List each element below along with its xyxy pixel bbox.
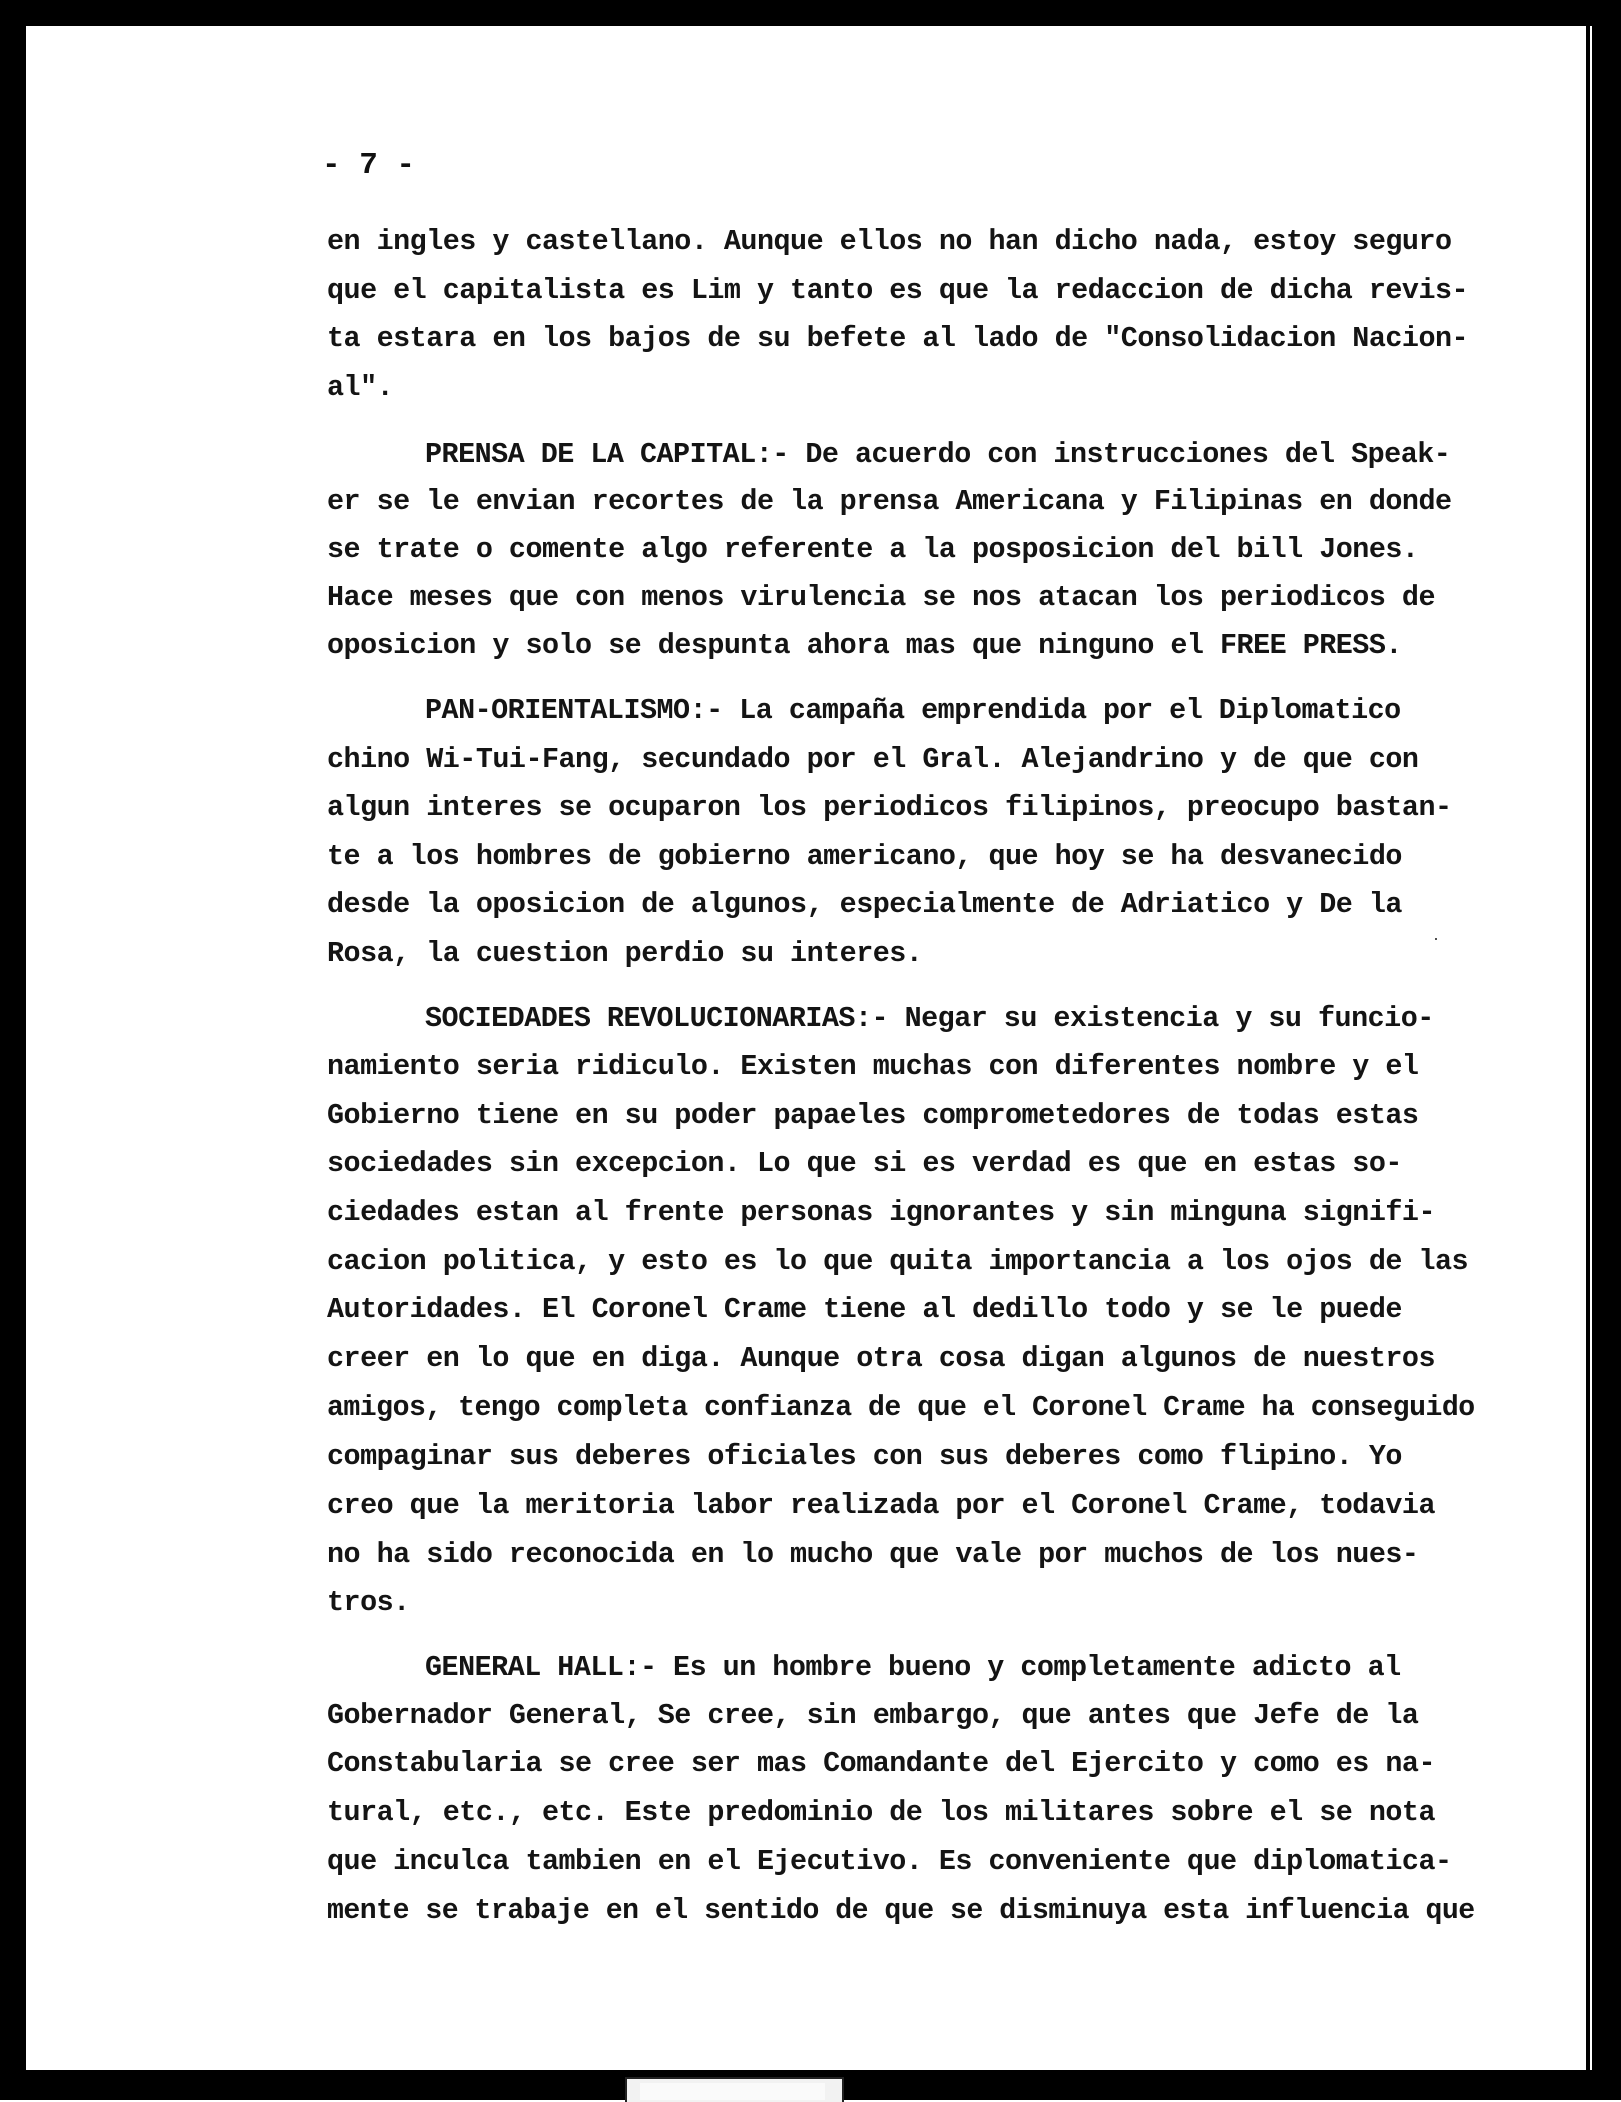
text-line: Autoridades. El Coronel Crame tiene al dedillo todo y se le puede — [327, 1293, 1402, 1326]
text-line: al". — [327, 371, 394, 404]
text-line: ta estara en los bajos de su befete al lado de "Consolidacion Nacion- — [327, 322, 1469, 355]
page-number: - 7 - — [322, 148, 416, 183]
section-heading-line: PRENSA DE LA CAPITAL:- De acuerdo con instrucciones del Speak- — [425, 438, 1451, 471]
text-line: Hace meses que con menos virulencia se nos atacan los periodicos de — [327, 581, 1435, 614]
scan-border-left — [0, 0, 26, 2100]
section-heading-line: PAN-ORIENTALISMO:- La campaña emprendida por el Diplomatico — [425, 694, 1401, 727]
text-line: algun interes se ocuparon los periodicos filipinos, preocupo bastan- — [327, 791, 1452, 824]
text-line: Constabularia se cree ser mas Comandante del Ejercito y como es na- — [327, 1747, 1435, 1780]
scan-border-top — [0, 0, 1621, 26]
text-line: creer en lo que en diga. Aunque otra cosa digan algunos de nuestros — [327, 1342, 1435, 1375]
text-line: compaginar sus deberes oficiales con sus deberes como flipino. Yo — [327, 1440, 1402, 1473]
text-line: tural, etc., etc. Este predominio de los militares sobre el se nota — [327, 1796, 1435, 1829]
text-line: Gobernador General, Se cree, sin embargo, que antes que Jefe de la — [327, 1699, 1419, 1732]
text-line: mente se trabaje en el sentido de que se disminuya esta influencia que — [327, 1894, 1475, 1927]
text-line: creo que la meritoria labor realizada por el Coronel Crame, todavia — [327, 1489, 1435, 1522]
text-line: Gobierno tiene en su poder papaeles comprometedores de todas estas — [327, 1099, 1419, 1132]
scan-border-right — [1592, 0, 1621, 2100]
text-line: se trate o comente algo referente a la posposicion del bill Jones. — [327, 533, 1419, 566]
text-line: desde la oposicion de algunos, especialmente de Adriatico y De la — [327, 888, 1402, 921]
scan-border-right-inner — [1586, 0, 1590, 2100]
text-line: que inculca tambien en el Ejecutivo. Es conveniente que diplomatica- — [327, 1845, 1452, 1878]
text-line: amigos, tengo completa confianza de que el Coronel Crame ha conseguido — [327, 1391, 1475, 1424]
text-line: namiento seria ridiculo. Existen muchas con diferentes nombre y el — [327, 1050, 1419, 1083]
text-line: tros. — [327, 1586, 410, 1619]
section-heading-line: GENERAL HALL:- Es un hombre bueno y completamente adicto al — [425, 1651, 1401, 1684]
scan-speck: · — [1433, 928, 1439, 948]
text-line: chino Wi-Tui-Fang, secundado por el Gral. Alejandrino y de que con — [327, 743, 1419, 776]
text-line: er se le envian recortes de la prensa Americana y Filipinas en donde — [327, 485, 1452, 518]
text-line: no ha sido reconocida en lo mucho que vale por muchos de los nues- — [327, 1538, 1419, 1571]
scanner-tab-inner — [640, 2083, 825, 2100]
text-line: en ingles y castellano. Aunque ellos no han dicho nada, estoy seguro — [327, 225, 1452, 258]
text-line: Rosa, la cuestion perdio su interes. — [327, 937, 923, 970]
text-line: sociedades sin excepcion. Lo que si es verdad es que en estas so- — [327, 1147, 1402, 1180]
section-heading-line: SOCIEDADES REVOLUCIONARIAS:- Negar su existencia y su funcio- — [425, 1002, 1434, 1035]
text-line: oposicion y solo se despunta ahora mas que ninguno el FREE PRESS. — [327, 629, 1402, 662]
text-line: cacion politica, y esto es lo que quita importancia a los ojos de las — [327, 1245, 1469, 1278]
text-line: ciedades estan al frente personas ignorantes y sin minguna signifi- — [327, 1196, 1435, 1229]
text-line: que el capitalista es Lim y tanto es que la redaccion de dicha revis- — [327, 274, 1469, 307]
text-line: te a los hombres de gobierno americano, que hoy se ha desvanecido — [327, 840, 1402, 873]
